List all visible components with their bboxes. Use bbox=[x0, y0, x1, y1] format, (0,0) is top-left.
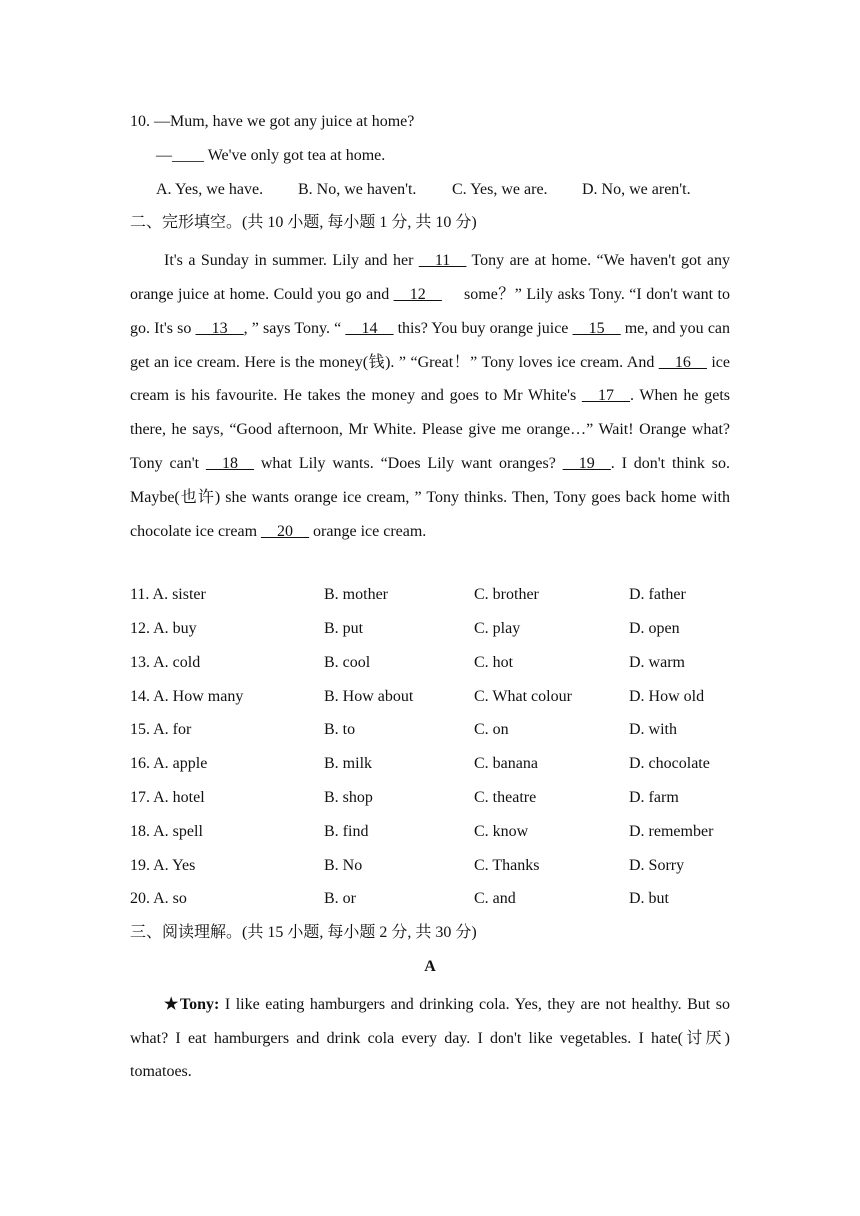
choice-b: B. to bbox=[324, 721, 356, 739]
choice-d: D. How old bbox=[629, 687, 705, 705]
choice-c: C. hot bbox=[474, 653, 514, 671]
blank-19: __19__ bbox=[562, 454, 611, 472]
choice-row-18 bbox=[130, 819, 730, 853]
choice-c: C. Thanks bbox=[474, 856, 540, 874]
passage-text: , ” says Tony. “ bbox=[243, 319, 346, 337]
worksheet-page bbox=[130, 109, 735, 1089]
choice-b: B. No bbox=[324, 856, 363, 874]
choice-a: 19. A. Yes bbox=[130, 856, 196, 874]
question-10-response: —____ We've only got tea at home. bbox=[156, 146, 386, 164]
choice-b: B. or bbox=[324, 890, 356, 908]
question-10-options bbox=[130, 177, 730, 211]
blank-16: __16__ bbox=[658, 353, 707, 371]
choice-c: C. brother bbox=[474, 586, 539, 604]
choice-row-14 bbox=[130, 684, 730, 718]
choice-row-12 bbox=[130, 616, 730, 650]
section-3-heading: 三、阅读理解。(共 15 小题, 每小题 2 分, 共 30 分) bbox=[130, 924, 477, 942]
choice-b: B. cool bbox=[324, 653, 371, 671]
choice-d: D. warm bbox=[629, 653, 685, 671]
choice-c: C. know bbox=[474, 822, 529, 840]
choice-d: D. with bbox=[629, 721, 677, 739]
passage-text: what Lily wants. “Does Lily want oranges? bbox=[253, 454, 563, 472]
choice-b: B. milk bbox=[324, 755, 373, 773]
choice-row-19 bbox=[130, 853, 730, 887]
choice-a: 13. A. cold bbox=[130, 653, 201, 671]
blank-12: __12__ bbox=[393, 285, 442, 303]
choice-d: D. chocolate bbox=[629, 755, 710, 773]
passage-text: Tony are at home. “We haven't got any orange juice at home. Could you go and bbox=[130, 252, 730, 303]
option-b: B. No, we haven't. bbox=[298, 180, 417, 198]
choice-a: 14. A. How many bbox=[130, 687, 244, 705]
choice-c: C. banana bbox=[474, 755, 538, 773]
choice-b: B. find bbox=[324, 822, 369, 840]
blank-14: __14__ bbox=[345, 319, 394, 337]
blank-20: __20__ bbox=[261, 522, 310, 540]
choice-a: 12. A. buy bbox=[130, 619, 197, 637]
choice-a: 20. A. so bbox=[130, 890, 187, 908]
passage-text: orange ice cream. bbox=[309, 522, 427, 540]
choice-b: B. How about bbox=[324, 687, 414, 705]
choice-row-20 bbox=[130, 886, 730, 920]
passage-text: this? You buy orange juice bbox=[393, 319, 573, 337]
choice-d: D. Sorry bbox=[629, 856, 685, 874]
cloze-passage bbox=[130, 244, 735, 582]
choice-b: B. shop bbox=[324, 788, 373, 806]
choice-c: C. What colour bbox=[474, 687, 572, 705]
question-10: 10. —Mum, have we got any juice at home? bbox=[130, 113, 415, 130]
choice-c: C. on bbox=[474, 721, 509, 739]
tony-text: I like eating hamburgers and drinking cola. Yes, they are not healthy. But so what? I eat hamburgers and drink cola every day. I don't like vegetables. I hate(讨厌) tomatoes. bbox=[130, 995, 730, 1081]
passage-a-label: A bbox=[424, 957, 436, 975]
choice-a: 17. A. hotel bbox=[130, 788, 205, 806]
option-d: D. No, we aren't. bbox=[582, 180, 691, 198]
choice-row-16 bbox=[130, 751, 730, 785]
choice-d: D. farm bbox=[629, 788, 679, 806]
choice-d: D. father bbox=[629, 586, 686, 604]
choice-row-13 bbox=[130, 650, 730, 684]
choice-c: C. and bbox=[474, 890, 516, 908]
choice-row-17 bbox=[130, 785, 730, 819]
tony-label: ★Tony: bbox=[164, 995, 220, 1013]
passage-text: It's a Sunday in summer. Lily and her bbox=[164, 252, 419, 270]
passage-text: me, and you can get an ice cream. Here is the money(钱). ” “Great！” Tony loves ice cream. And bbox=[130, 319, 731, 371]
choice-d: D. but bbox=[629, 890, 669, 908]
blank-17: __17__ bbox=[581, 387, 630, 405]
tony-paragraph bbox=[130, 988, 730, 1089]
passage-text: some？” Lily asks Tony. “I don't want to go. It's so bbox=[130, 285, 735, 337]
choice-c: C. theatre bbox=[474, 788, 537, 806]
choice-d: D. open bbox=[629, 619, 680, 637]
choice-d: D. remember bbox=[629, 822, 714, 840]
blank-18: __18__ bbox=[205, 454, 254, 472]
passage-text: ice cream is his favourite. He takes the money and goes to Mr White's bbox=[130, 353, 730, 405]
choice-b: B. mother bbox=[324, 586, 388, 604]
blank-15: __15__ bbox=[572, 319, 621, 337]
passage-text: . I don't think so. Maybe(也许) she wants orange ice cream, ” Tony thinks. Then, Tony goes back home with chocolate ice cream bbox=[130, 454, 730, 540]
choice-c: C. play bbox=[474, 619, 521, 637]
option-c: C. Yes, we are. bbox=[452, 180, 548, 198]
blank-13: __13__ bbox=[195, 319, 244, 337]
section-2-heading: 二、完形填空。(共 10 小题, 每小题 1 分, 共 10 分) bbox=[130, 214, 477, 232]
choice-a: 11. A. sister bbox=[130, 586, 206, 604]
option-a: A. Yes, we have. bbox=[156, 180, 264, 198]
choice-row-15 bbox=[130, 717, 730, 751]
choice-b: B. put bbox=[324, 619, 364, 637]
choice-a: 16. A. apple bbox=[130, 755, 208, 773]
choice-row-11 bbox=[130, 582, 730, 616]
choice-a: 15. A. for bbox=[130, 721, 192, 739]
cloze-choices-table bbox=[130, 582, 730, 920]
choice-a: 18. A. spell bbox=[130, 822, 203, 840]
blank-11: __11__ bbox=[418, 252, 467, 270]
passage-text: . When he gets there, he says, “Good afternoon, Mr White. Please give me orange…” Wait! Orange what? Tony can't bbox=[130, 387, 731, 472]
